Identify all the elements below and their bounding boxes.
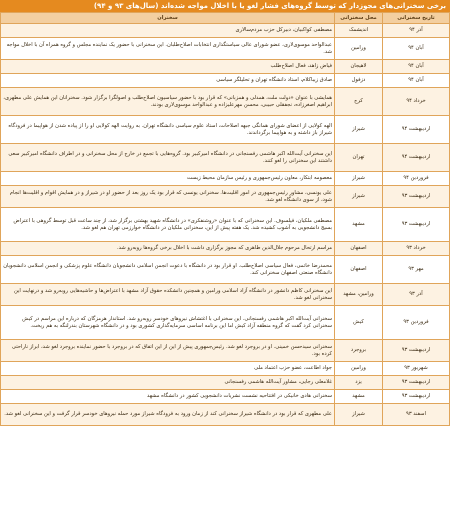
table-row bbox=[1, 24, 450, 38]
cell-date: اردیبهشت ۹۳ bbox=[383, 208, 450, 242]
cell-speaker: سخنرانی آیت‌الله اکبر هاشمی رفسنجانی. این سخنرانی با اغتشاش نیروهای خودسر روبه‌رو شد. استاندار هرمزگان که درباره این مراسم در کیش سخنرانی کرد گفت که گروه منطقه آزاد کیش اما این برنامه اساسی سرمایه‌گذاری کشوری بود و در دانشگاه شهرستان بندرلنگه به هم ریخت. bbox=[1, 306, 335, 340]
cell-speaker: مراسم ارتحال مرحوم جلال‌الدین طاهری که مجوز برگزاری داشت با اخلال برخی گروه‌ها روبه‌رو شد. bbox=[1, 242, 335, 256]
table-row bbox=[1, 208, 450, 242]
cell-place: مشهد bbox=[335, 208, 383, 242]
table-row bbox=[1, 390, 450, 404]
cell-date: مهر ۹۳ bbox=[383, 256, 450, 284]
cell-date: فروردین ۹۳ bbox=[383, 306, 450, 340]
cell-speaker: سخنرانی هادی خانیکی در افتتاحیه نشست نشریات دانشجویی کشور در دانشگاه مشهد bbox=[1, 390, 335, 404]
table-row bbox=[1, 116, 450, 144]
cell-speaker: این سخنرانی آیت‌الله اکبر هاشمی رفسنجانی در دانشگاه امیرکبیر بود. گروه‌هایی با تجمع در خارج از محل سخنرانی و در اطراف دانشگاه امیرکبیر سعی داشتند این سخنرانی را لغو کنند. bbox=[1, 144, 335, 172]
cell-speaker: علی مطهری که قرار بود در دانشگاه شیراز سخنرانی کند از زمان ورود به فرودگاه شیراز مورد حمله نیروهای خودسر قرار گرفت و این سخنرانی لغو شد. bbox=[1, 404, 335, 426]
table-row bbox=[1, 38, 450, 60]
cell-place: لاهیجان bbox=[335, 60, 383, 74]
cell-speaker: سخنرانی سیدحسن خمینی. او در بروجرد لغو شد. رئیس‌جمهوری پیش از این از این اتفاق که در بروجرد با حضور نماینده بروجرد لغو شد، ابراز ناراحتی کرده بود. bbox=[1, 340, 335, 362]
table-row bbox=[1, 404, 450, 426]
cell-date: اردیبهشت ۹۴ bbox=[383, 144, 450, 172]
header-place: محل سخنرانی bbox=[335, 13, 383, 24]
table-row bbox=[1, 242, 450, 256]
table-row bbox=[1, 340, 450, 362]
cell-place: کیش bbox=[335, 306, 383, 340]
table-row bbox=[1, 60, 450, 74]
table-row bbox=[1, 74, 450, 88]
cell-place: بروجرد bbox=[335, 340, 383, 362]
cell-place: یزد bbox=[335, 376, 383, 390]
cell-speaker: جواد اطاعت، عضو حزب اعتماد ملی bbox=[1, 362, 335, 376]
speeches-table bbox=[0, 12, 450, 426]
cell-place: ورامین، مشهد bbox=[335, 284, 383, 306]
cell-speaker: این سخنرانی کاظم دانشور در دانشگاه آزاد اسلامی ورامین و همچنین دانشکده حقوق آزاد مشهد با اعتراض‌ها و حاشیه‌هایی روبه‌رو شد و درنهایت این سخنرانی لغو شد. bbox=[1, 284, 335, 306]
cell-date: آذر ۹۳ bbox=[383, 284, 450, 306]
table-row bbox=[1, 284, 450, 306]
cell-speaker: مصطفی ملکیان، فیلسوف. این سخنرانی که با عنوان «روشنفکری» در دانشگاه شهید بهشتی برگزار شد، از چند ساعت قبل توسط گروهی با اعتراض بسیج دانشجویی به آشوب کشیده شد. یک هفته پیش از این، سخنرانی ملکیان در دانشگاه خوارزمی تهران هم لغو شد. bbox=[1, 208, 335, 242]
cell-speaker: فیاض زاهد، فعال اصلاح‌طلب bbox=[1, 60, 335, 74]
cell-date: اردیبهشت ۹۳ bbox=[383, 186, 450, 208]
cell-place: کرج bbox=[335, 88, 383, 116]
cell-speaker: مصطفی کواکبیان، دبیرکل حزب مردم‌سالاری bbox=[1, 24, 335, 38]
table-title: برخی سخنرانی‌های مجوزدار که توسط گروه‌های فشار لغو یا با اخلال مواجه شده‌اند (سال‌های ۹۳ و ۹۴) bbox=[0, 0, 450, 12]
table-row bbox=[1, 376, 450, 390]
cell-date: آذر ۹۴ bbox=[383, 24, 450, 38]
header-date: تاریخ سخنرانی bbox=[383, 13, 450, 24]
cell-speaker: عبدالواحد موسوی‌لاری، عضو شورای عالی سیاستگذاری انتخابات اصلاح‌طلبان. این سخنرانی با حضور یک نماینده مجلس و گروه همراه آن با اخلال مواجه شد. bbox=[1, 38, 335, 60]
cell-date: فروردین ۹۴ bbox=[383, 172, 450, 186]
cell-place: ورامین bbox=[335, 362, 383, 376]
cell-date: اردیبهشت ۹۴ bbox=[383, 116, 450, 144]
cell-speaker: علی یونسی، مشاور رئیس‌جمهوری در امور اقلیت‌ها. سخنرانی یونسی که قرار بود یک روز بعد از حضور او در شیراز و در همایش اقوام و اقلیت‌ها انجام شود، از سوی دانشگاه لغو شد. bbox=[1, 186, 335, 208]
cell-place: شیراز bbox=[335, 172, 383, 186]
header-speaker: سخنران bbox=[1, 13, 335, 24]
cell-place: مشهد bbox=[335, 390, 383, 404]
cell-place: اندیشمک bbox=[335, 24, 383, 38]
cell-date: شهریور ۹۳ bbox=[383, 362, 450, 376]
cell-date: اردیبهشت ۹۳ bbox=[383, 340, 450, 362]
cell-date: آبان ۹۴ bbox=[383, 74, 450, 88]
cell-date: آبان ۹۴ bbox=[383, 38, 450, 60]
cell-place: شیراز bbox=[335, 116, 383, 144]
cell-place: تهران bbox=[335, 144, 383, 172]
table-row bbox=[1, 306, 450, 340]
cell-speaker: همایشی با عنوان «دولت ملت، همدلی و همزبانی» که قرار بود با حضور سیاسیون اصلاح‌طلب و اصولگرا برگزار شود. سخنرانان این همایش علی مطهری، ابراهیم اصغرزاده، نجفقلی حبیبی، محسن مهرعلیزاده و عبدالواحد موسوی‌لاری بودند. bbox=[1, 88, 335, 116]
cell-place: شیراز bbox=[335, 186, 383, 208]
cell-place: اصفهان bbox=[335, 256, 383, 284]
table-row bbox=[1, 88, 450, 116]
table-row bbox=[1, 172, 450, 186]
cell-speaker: غلامعلی رجایی، مشاور آیت‌الله هاشمی رفسنجانی bbox=[1, 376, 335, 390]
table-row bbox=[1, 186, 450, 208]
table-row bbox=[1, 362, 450, 376]
cell-place: ورامین bbox=[335, 38, 383, 60]
cell-speaker: محمدرضا خاتمی، فعال سیاسی اصلاح‌طلب. او قرار بود در دانشگاه با دعوت انجمن اسلامی دانشجویان دانشگاه علوم پزشکی و انجمن اسلامی دانشجویان دانشگاه صنعتی اصفهان سخنرانی کند. bbox=[1, 256, 335, 284]
cell-date: اسفند ۹۳ bbox=[383, 404, 450, 426]
cell-date: اردیبهشت ۹۳ bbox=[383, 390, 450, 404]
cell-speaker: صادق زیباکلام، استاد دانشگاه تهران و تحلیلگر سیاسی bbox=[1, 74, 335, 88]
cell-place: دزفول bbox=[335, 74, 383, 88]
cell-date: خرداد ۹۴ bbox=[383, 88, 450, 116]
cell-speaker: معصومه ابتکار، معاون رئیس‌جمهوری و رئیس سازمان محیط زیست bbox=[1, 172, 335, 186]
table-row bbox=[1, 144, 450, 172]
table-row bbox=[1, 256, 450, 284]
table-header-row bbox=[1, 13, 450, 24]
cell-date: آبان ۹۴ bbox=[383, 60, 450, 74]
cell-place: اصفهان bbox=[335, 242, 383, 256]
cell-speaker: الهه کولایی از اعضای شورای همانگی جبهه اصلاحات، استاد علوم سیاسی دانشگاه تهران. به روایت الهه کولایی او را از پیاده شدن از هواپیما در فرودگاه شیراز باز داشته و به هواپیما برگرداندند. bbox=[1, 116, 335, 144]
cell-place: شیراز bbox=[335, 404, 383, 426]
cell-date: اردیبهشت ۹۳ bbox=[383, 376, 450, 390]
cell-date: خرداد ۹۳ bbox=[383, 242, 450, 256]
